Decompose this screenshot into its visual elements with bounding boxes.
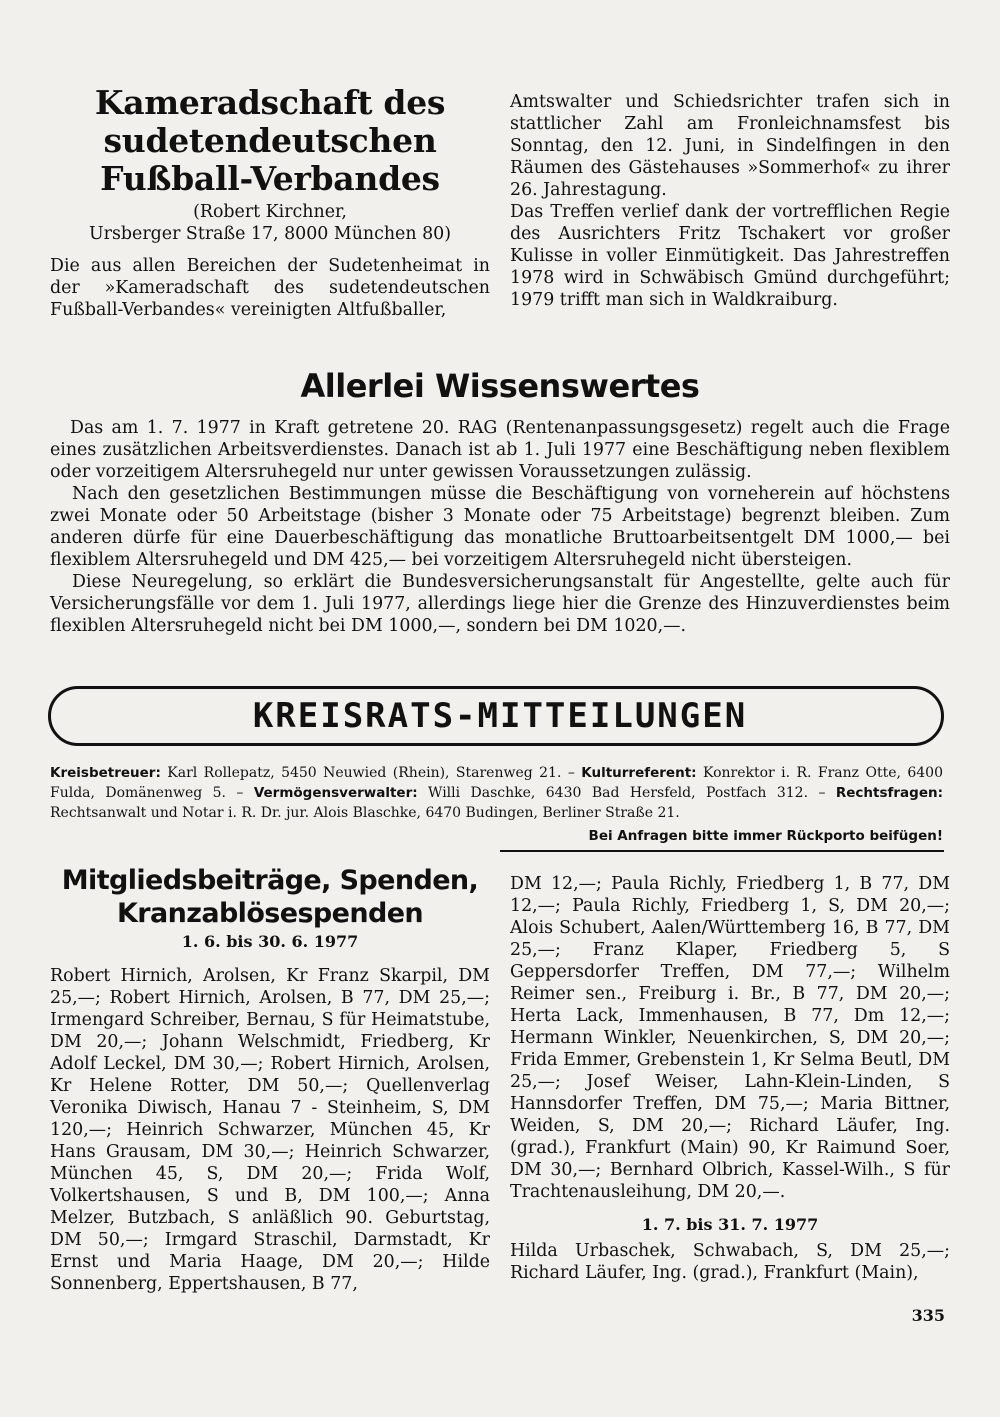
- contact-role-vermoegensverwalter: Vermögensverwalter:: [253, 785, 418, 801]
- meeting-paragraph-2: Das Treffen verlief dank der vortrefflichen Regie des Ausrichters Fritz Tschakert vor großer Kulisse in voller Einmütigkeit. Das Jahrestreffen 1978 wird in Schwäbisch Gmünd durchgeführt; 1979 trifft man sich in Waldkraiburg.: [510, 202, 950, 310]
- kameradschaft-title: [50, 84, 490, 198]
- kameradschaft-address: [50, 201, 490, 245]
- allerlei-title: Allerlei Wissenswertes: [300, 367, 700, 405]
- mitglied-title-line-2: Kranzablösespenden: [116, 898, 424, 929]
- kameradschaft-title-line-2: sudetendeutschen: [103, 121, 437, 160]
- mitglied-period-july: 1. 7. bis 31. 7. 1977: [641, 1215, 819, 1234]
- mitglied-period-june: 1. 6. bis 30. 6. 1977: [181, 932, 359, 951]
- page-number: 335: [911, 1306, 945, 1325]
- allerlei-body: [50, 417, 950, 637]
- contact-role-kulturreferent: Kulturreferent:: [581, 765, 697, 781]
- contact-text-kreisbetreuer: Karl Rollepatz, 5450 Neuwied (Rhein), Starenweg 21. –: [160, 765, 582, 781]
- kreisrat-contacts: [50, 763, 943, 823]
- kameradschaft-title-line-3: Fußball-Verbandes: [100, 159, 440, 198]
- mitglied-title-line-1: Mitgliedsbeiträge, Spenden,: [61, 865, 479, 896]
- allerlei-paragraph-3: Diese Neuregelung, so erklärt die Bundesversicherungsanstalt für Angestellte, gelte auch für Versicherungsfälle vor dem 1. Juli 1977, allerdings liege hier die Grenze des Hinzuverdienstes beim flexiblen Altersruhegeld nicht bei DM 1000,—, sondern bei DM 1020,—.: [50, 572, 950, 636]
- kreisrat-note-rule: [500, 850, 944, 852]
- allerlei-paragraph-1: Das am 1. 7. 1977 in Kraft getretene 20. RAG (Rentenanpassungsgesetz) regelt auch die Frage eines zusätzlichen Arbeitsverdienstes. Danach ist ab 1. Juli 1977 eine Beschäftigung neben flexiblem oder vorzeitigem Altersruhegeld nur unter gewissen Voraussetzungen zulässig.: [50, 418, 950, 482]
- meeting-paragraph-1: Amtswalter und Schiedsrichter trafen sich in stattlicher Zahl am Fronleichnamsfest bis Sonntag, den 12. Juni, in Sindelfingen in den Räumen des Gästehauses »Sommerhof« zu ihrer 26. Jahrestagung.: [510, 92, 950, 200]
- kreisrat-note: Bei Anfragen bitte immer Rückporto beifügen!: [588, 828, 943, 844]
- contact-text-kulturreferent: Konrektor i. R. Franz Otte, 6400 Fulda, Domänenweg 5. –: [50, 765, 943, 801]
- contact-text-vermoegensverwalter: Willi Daschke, 6430 Bad Hersfeld, Postfach 312. –: [417, 785, 836, 801]
- contact-role-kreisbetreuer: Kreisbetreuer:: [50, 765, 161, 781]
- donations-list-right-july: Hilda Urbaschek, Schwabach, S, DM 25,—; Richard Läufer, Ing. (grad.), Frankfurt (Main),: [510, 1241, 950, 1283]
- mitglied-title: [50, 864, 490, 930]
- kameradschaft-address-line-2: Ursberger Straße 17, 8000 München 80): [89, 224, 451, 244]
- contact-role-rechtsfragen: Rechtsfragen:: [835, 785, 943, 801]
- donations-list-right: DM 12,—; Paula Richly, Friedberg 1, B 77, DM 12,—; Paula Richly, Friedberg 1, S, DM 20,—; Alois Schubert, Aalen/Württemberg 16, B 77, DM 25,—; Franz Klaper, Friedberg 5, S Geppersdorfer Treffen, DM 77,—; Wilhelm Reimer sen., Freiburg i. Br., B 77, DM 20,—; Herta Lack, Immenhausen, B 77, Dm 12,—; Hermann Winkler, Neuenkirchen, S, DM 20,—; Frida Emmer, Grebenstein 1, Kr Selma Beutl, DM 25,—; Josef Weiser, Lahn-Klein-Linden, S Hannsdorfer Treffen, DM 75,—; Maria Bittner, Weiden, S, DM 20,—; Richard Läufer, Ing. (grad.), Frankfurt (Main) 90, Kr Raimund Soer, DM 30,—; Bernhard Olbrich, Kassel-Wilh., S für Trachtenausleihung, DM 20,—.: [510, 874, 950, 1202]
- kameradschaft-title-line-1: Kameradschaft des: [94, 83, 446, 122]
- donations-list-left: Robert Hirnich, Arolsen, Kr Franz Skarpil, DM 25,—; Robert Hirnich, Arolsen, B 77, DM 25,—; Irmengard Schreiber, Bernau, S für Heimatstube, DM 20,—; Johann Welschmidt, Friedberg, Kr Adolf Leckel, DM 30,—; Robert Hirnich, Arolsen, Kr Helene Rotter, DM 50,—; Quellenverlag Veronika Diwisch, Hanau 7 - Steinheim, S, DM 120,—; Heinrich Schwarzer, München 45, Kr Hans Grausam, DM 30,—; Heinrich Schwarzer, München 45, S, DM 20,—; Frida Wolf, Volkertshausen, S und B, DM 100,—; Anna Melzer, Butzbach, S anläßlich 90. Geburtstag, DM 50,—; Irmgard Straschil, Darmstadt, Kr Ernst und Maria Haage, DM 20,—; Hilde Sonnenberg, Eppertshausen, B 77,: [50, 966, 490, 1294]
- kameradschaft-address-line-1: (Robert Kirchner,: [193, 202, 347, 222]
- allerlei-paragraph-2: Nach den gesetzlichen Bestimmungen müsse die Beschäftigung von vorneherein auf höchstens zwei Monate oder 50 Arbeitstage (bisher 3 Monate oder 75 Arbeitstage) begrenzt bleiben. Zum anderen dürfe für eine Dauerbeschäftigung das monatliche Bruttoarbeitsentgelt DM 1000,— bei flexiblem Altersruhegeld und DM 425,— bei vorzeitigem Altersruhegeld nicht übersteigen.: [50, 484, 950, 570]
- kameradschaft-body: Die aus allen Bereichen der Sudetenheimat in der »Kameradschaft des sudetendeutschen Fußball-Verbandes« vereinigten Altfußballer,: [50, 256, 490, 320]
- meeting-report: [510, 91, 950, 311]
- contact-text-rechtsfragen: Rechtsanwalt und Notar i. R. Dr. jur. Alois Blaschke, 6470 Budingen, Berliner Straße 21.: [50, 805, 680, 821]
- kreisrat-banner-title: KREISRATS-MITTEILUNGEN: [205, 694, 795, 738]
